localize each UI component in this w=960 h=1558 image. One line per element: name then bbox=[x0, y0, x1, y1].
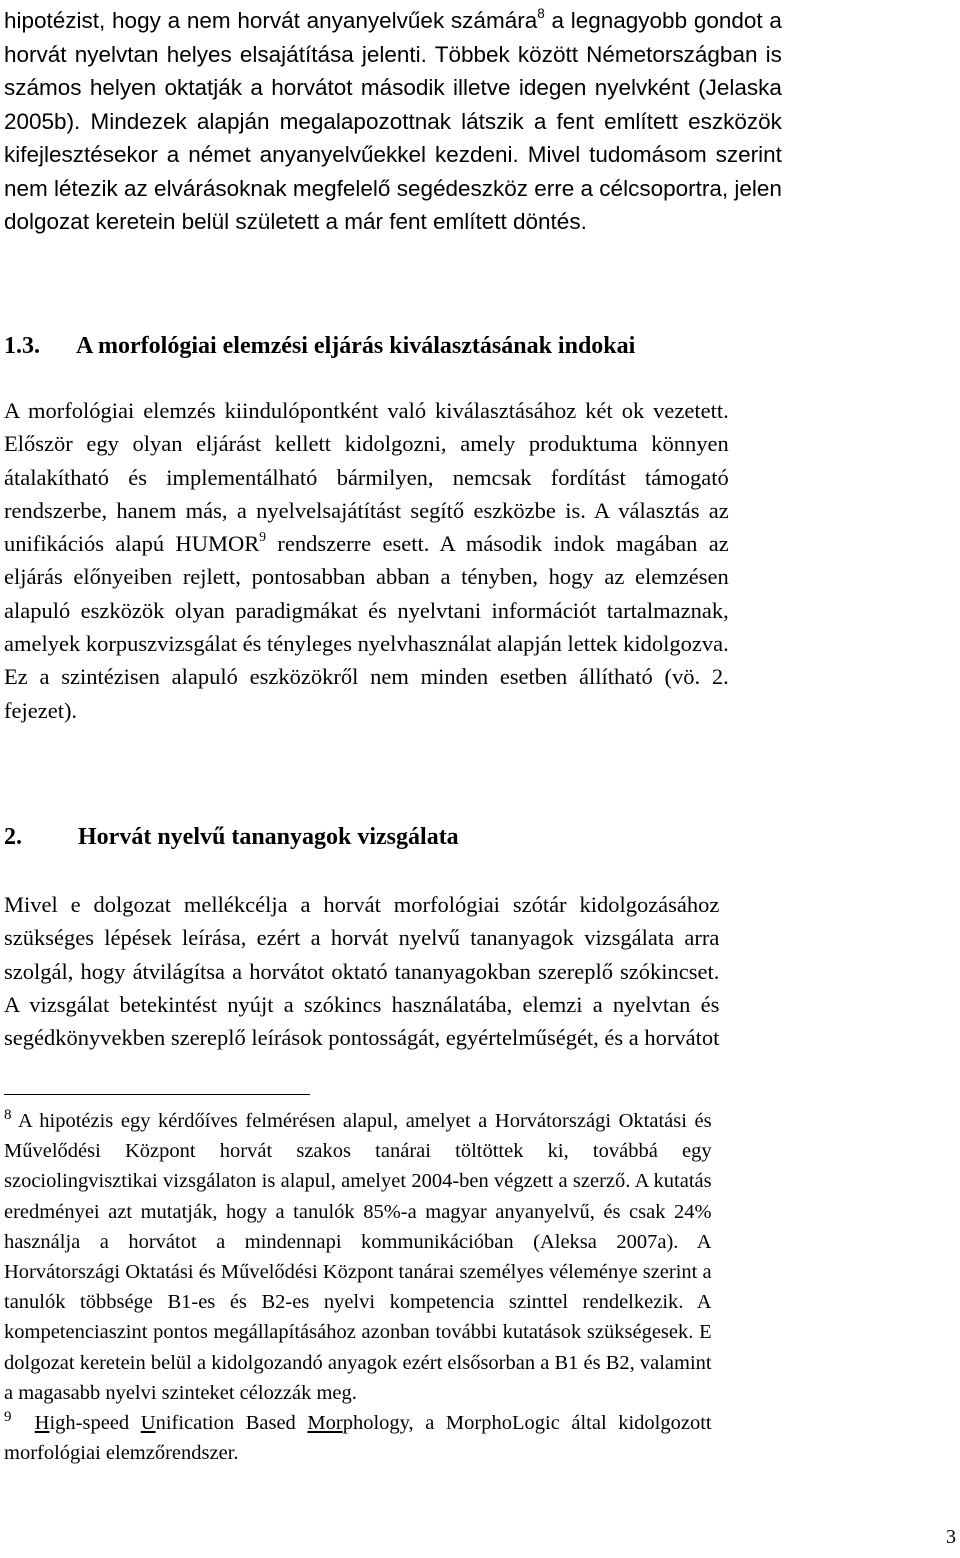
text-span: Mor bbox=[307, 1412, 343, 1435]
footnote-8-line bbox=[4, 1106, 712, 1136]
text-line: számos helyen oktatják a horvátot második illetve idegen nyelvként (Jelaska bbox=[4, 75, 782, 100]
text-line bbox=[4, 4, 782, 38]
text-line: szolgál, hogy átvilágítsa a horvátot oktató tananyagokban szereplő szókincset. bbox=[4, 958, 720, 984]
text-span: H bbox=[34, 1412, 50, 1435]
footnote-number: 8 bbox=[4, 1107, 12, 1124]
section-heading-2 bbox=[4, 824, 459, 851]
text-line: Először egy olyan eljárást kellett kidolgozni, amely produktuma könnyen bbox=[4, 431, 729, 457]
text-line: átalakítható és implementálható bármilyen, nemcsak fordítást támogató bbox=[4, 464, 729, 490]
text-span: nification Based bbox=[155, 1412, 308, 1435]
text-line bbox=[4, 527, 729, 560]
footnote-8-line: használja a horvátot a mindennapi kommunikációban (Aleksa 2007a). A bbox=[4, 1230, 712, 1253]
section-title: A morfológiai elemzési eljárás kiválasztásának indokai bbox=[76, 333, 636, 359]
text-span: igh-speed bbox=[49, 1412, 141, 1435]
footnote-8-line: tanulók többsége B1-es és B2-es nyelvi kompetencia szinttel rendelkezik. A bbox=[4, 1291, 712, 1314]
footnote-8-line: kompetenciaszint pontos megállapításához azonban további kutatások szükségesek. E bbox=[4, 1321, 712, 1344]
text-span: phology, a MorphoLogic által kidolgozott bbox=[342, 1412, 712, 1435]
footnote-number: 9 bbox=[4, 1409, 12, 1426]
section-number: 2. bbox=[4, 824, 22, 850]
text-line: szükséges lépések leírása, ezért a horvát nyelvű tananyagok vizsgálata arra bbox=[4, 925, 720, 951]
text-span: hipotézist, hogy a nem horvát anyanyelvűek számára bbox=[4, 8, 538, 33]
text-line: amelyek korpuszvizsgálat és tényleges nyelvhasználat alapján lettek kidolgozva. bbox=[4, 631, 729, 657]
text-line: A morfológiai elemzés kiindulópontként való kiválasztásához két ok vezetett. bbox=[4, 398, 729, 423]
footnote-8-line: eredményei azt mutatják, hogy a tanulók 85%-a magyar anyanyelvű, és csak 24% bbox=[4, 1200, 712, 1223]
footnote-8-line: szociolingvisztikai vizsgálaton is alapul, amelyet 2004-ben végzett a szerző. A kutatás bbox=[4, 1170, 712, 1193]
text-line: fejezet). bbox=[4, 697, 78, 723]
text-line: eljárás előnyeiben rejlett, pontosabban abban a tényben, hogy az elemzésen bbox=[4, 564, 729, 590]
text-span: rendszerre esett. A második indok magában az bbox=[266, 531, 729, 557]
footnote-9-line: morfológiai elemzőrendszer. bbox=[4, 1442, 239, 1465]
footnote-ref-8[interactable]: 8 bbox=[537, 5, 545, 21]
section-heading-1-3 bbox=[4, 333, 635, 360]
text-line: Mivel e dolgozat mellékcélja a horvát morfológiai szótár kidolgozásához bbox=[4, 892, 720, 917]
section-number: 1.3. bbox=[4, 333, 40, 359]
footnote-8-line: dolgozat keretein belül a kidolgozandó anyagok ezért elsősorban a B1 és B2, valamint bbox=[4, 1351, 712, 1374]
text-line: segédkönyvekben szereplő leírások pontosságát, egyértelműségét, és a horvátot bbox=[4, 1025, 720, 1051]
text-line: nem létezik az elvárásoknak megfelelő segédeszköz erre a célcsoportra, jelen bbox=[4, 175, 782, 201]
text-span: U bbox=[140, 1412, 156, 1435]
footnote-8-line: a magasabb nyelvi szinteket célozzák meg. bbox=[4, 1381, 357, 1404]
text-line: A vizsgálat betekintést nyújt a szókincs használatába, elemzi a nyelvtan és bbox=[4, 991, 720, 1017]
intro-paragraph bbox=[4, 4, 782, 239]
footnotes bbox=[4, 1106, 712, 1468]
textbook-analysis-paragraph bbox=[4, 888, 719, 1054]
text-line: 2005b). Mindezek alapján megalapozottnak látszik a fent említett eszközök bbox=[4, 108, 782, 134]
text-line: horvát nyelvtan helyes elsajátítása jelenti. Többek között Németországban is bbox=[4, 41, 782, 67]
footnote-8-line: Művelődési Központ horvát szakos tanárai töltöttek ki, továbbá egy bbox=[4, 1140, 712, 1163]
footnote-ref-9[interactable]: 9 bbox=[259, 528, 266, 544]
text-span: a legnagyobb gondot a bbox=[544, 8, 782, 33]
text-line: Ez a szintézisen alapuló eszközökről nem minden esetben állítható (vö. 2. bbox=[4, 664, 729, 690]
page-number: 3 bbox=[946, 1526, 956, 1548]
section-title: Horvát nyelvű tananyagok vizsgálata bbox=[78, 824, 459, 850]
text-span: unifikációs alapú HUMOR bbox=[4, 531, 260, 557]
text-line: dolgozat keretein belül született a már fent említett döntés. bbox=[4, 209, 587, 234]
text-line: alapuló eszközök olyan paradigmákat és nyelvtani információt tartalmaznak, bbox=[4, 597, 729, 623]
footnote-separator bbox=[4, 1094, 310, 1095]
footnote-9-line bbox=[4, 1408, 712, 1438]
text-line: rendszerbe, hanem más, a nyelvelsajátítást segítő eszközbe is. A választás az bbox=[4, 497, 729, 523]
text-span: A hipotézis egy kérdőíves felmérésen alapul, amelyet a Horvátországi Oktatási és bbox=[11, 1110, 712, 1132]
morphology-paragraph bbox=[4, 394, 729, 727]
footnote-8-line: Horvátországi Oktatási és Művelődési Központ tanárai személyes véleménye szerint a bbox=[4, 1261, 712, 1284]
text-line: kifejlesztésekor a német anyanyelvűekkel kezdeni. Mivel tudomásom szerint bbox=[4, 142, 782, 167]
